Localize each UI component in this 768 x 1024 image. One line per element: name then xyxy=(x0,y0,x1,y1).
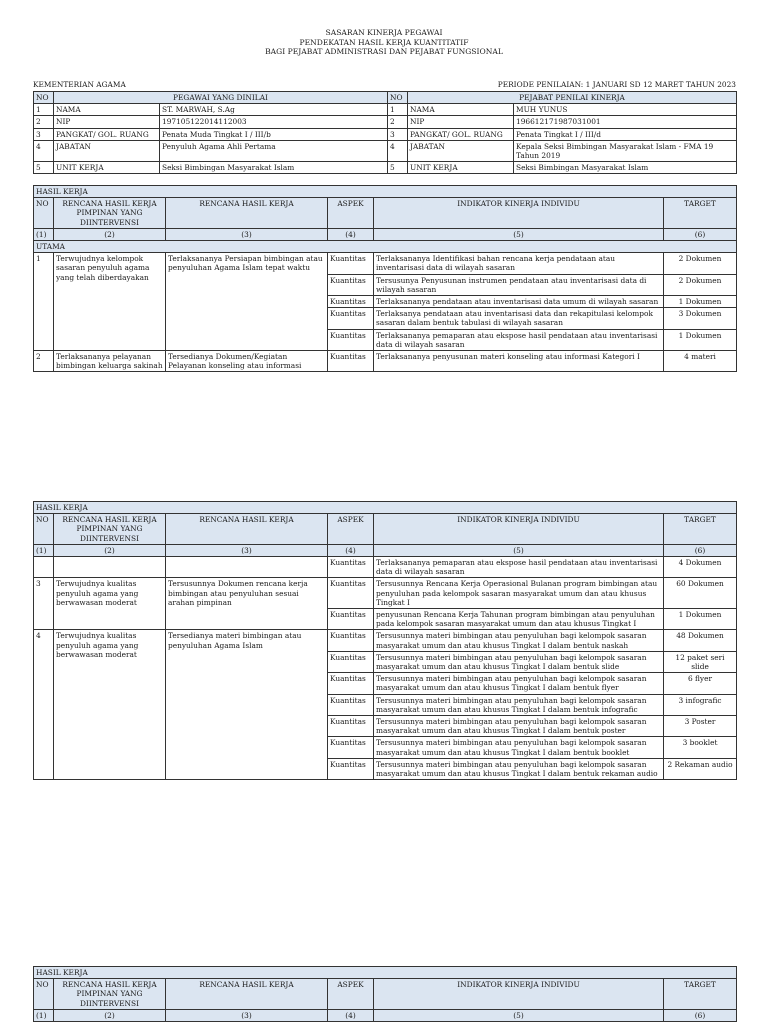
identity-row xyxy=(34,116,737,128)
indicator-cell: Terlaksanya pendataan atau inventarisasi data dan rekapitulasi kelompok sasaran dalam bentuk tabulasi di wilayah sasaran xyxy=(374,308,664,329)
identity-field-label: UNIT KERJA xyxy=(54,162,160,174)
work-plan-cell: Terlaksananya Persiapan bimbingan atau penyuluhan Agama Islam tepat waktu xyxy=(166,253,328,351)
indicator-cell: Tersusunnya materi bimbingan atau penyuluhan bagi kelompok sasaran masyarakat umum dan atau khusus Tingkat I dalam bentuk poster xyxy=(374,716,664,737)
target-cell: 2 Rekaman audio xyxy=(664,758,737,779)
target-cell: 3 Dokumen xyxy=(664,308,737,329)
work-plan-cell xyxy=(166,557,328,578)
column-header-aspect: ASPEK xyxy=(328,514,374,545)
aspect-cell: Kuantitas xyxy=(328,308,374,329)
evaluated-employee-value: Penata Muda Tingkat I / III/b xyxy=(160,128,388,140)
evaluated-employee-value: Penyuluh Agama Ahli Pertama xyxy=(160,140,388,161)
column-number: (2) xyxy=(54,1009,166,1021)
identity-row-number: 1 xyxy=(388,104,408,116)
target-cell: 60 Dokumen xyxy=(664,578,737,609)
evaluated-employee-value: ST. MARWAH, S.Ag xyxy=(160,104,388,116)
identity-no-header-2: NO xyxy=(388,92,408,104)
indicator-cell: Tersusunnya materi bimbingan atau penyuluhan bagi kelompok sasaran masyarakat umum dan atau khusus Tingkat I dalam bentuk infografic xyxy=(374,694,664,715)
target-cell: 3 infografic xyxy=(664,694,737,715)
column-header-target: TARGET xyxy=(664,514,737,545)
column-number: (6) xyxy=(664,1009,737,1021)
aspect-cell: Kuantitas xyxy=(328,274,374,295)
section-header-row xyxy=(34,186,737,198)
target-cell: 2 Dokumen xyxy=(664,274,737,295)
column-header-indicator: INDIKATOR KINERJA INDIVIDU xyxy=(374,514,664,545)
title-line-3: BAGI PEJABAT ADMINISTRASI DAN PEJABAT FUNGSIONAL xyxy=(265,47,503,57)
column-number-row xyxy=(34,544,737,556)
column-number-row xyxy=(34,1009,737,1021)
leader-plan-cell xyxy=(54,557,166,578)
column-number: (2) xyxy=(54,228,166,240)
title-line-1: SASARAN KINERJA PEGAWAI xyxy=(325,28,443,37)
identity-row xyxy=(34,162,737,174)
identity-row-number: 2 xyxy=(34,116,54,128)
column-header-work-plan: RENCANA HASIL KERJA xyxy=(166,514,328,545)
column-header-indicator: INDIKATOR KINERJA INDIVIDU xyxy=(374,979,664,1010)
target-cell: 6 flyer xyxy=(664,673,737,694)
column-header-target: TARGET xyxy=(664,979,737,1010)
column-header-leader-plan: RENCANA HASIL KERJA PIMPINAN YANG DIINTERVENSI xyxy=(54,198,166,229)
indicator-cell: Tersusunnya materi bimbingan atau penyuluhan bagi kelompok sasaran masyarakat umum dan atau khusus Tingkat I dalam bentuk slide xyxy=(374,651,664,672)
target-cell: 2 Dokumen xyxy=(664,253,737,274)
work-plan-cell: Tersusunnya Dokumen rencana kerja bimbingan atau penyuluhan sesuai arahan pimpinan xyxy=(166,578,328,630)
identity-row xyxy=(34,104,737,116)
column-number: (3) xyxy=(166,544,328,556)
document-title xyxy=(0,28,768,57)
aspect-cell: Kuantitas xyxy=(328,557,374,578)
aspect-cell: Kuantitas xyxy=(328,329,374,350)
evaluated-employee-header: PEGAWAI YANG DINILAI xyxy=(54,92,388,104)
results-table-page-2 xyxy=(33,501,737,780)
row-number xyxy=(34,557,54,578)
indicator-cell: Terlaksananya pemaparan atau ekspose hasil pendataan atau inventarisasi data di wilayah sasaran xyxy=(374,329,664,350)
aspect-cell: Kuantitas xyxy=(328,609,374,630)
target-cell: 12 paket seri slide xyxy=(664,651,737,672)
section-title: HASIL KERJA xyxy=(34,186,737,198)
identity-rows xyxy=(34,104,737,174)
identity-row-number: 2 xyxy=(388,116,408,128)
target-cell: 3 booklet xyxy=(664,737,737,758)
identity-row-number: 5 xyxy=(388,162,408,174)
category-label: UTAMA xyxy=(34,241,737,253)
column-number: (4) xyxy=(328,1009,374,1021)
leader-plan-cell: Terwujudnya kualitas penyuluh agama yang berwawasan moderat xyxy=(54,578,166,630)
aspect-cell: Kuantitas xyxy=(328,673,374,694)
evaluator-value: Kepala Seksi Bimbingan Masyarakat Islam - FMA 19 Tahun 2019 xyxy=(514,140,737,161)
indicator-cell: Tersusunnya materi bimbingan atau penyuluhan bagi kelompok sasaran masyarakat umum dan atau khusus Tingkat I dalam bentuk naskah xyxy=(374,630,664,651)
identity-row-number: 3 xyxy=(34,128,54,140)
identity-field-label: JABATAN xyxy=(408,140,514,161)
column-header-target: TARGET xyxy=(664,198,737,229)
target-cell: 4 materi xyxy=(664,351,737,372)
identity-table xyxy=(33,91,737,174)
section-title: HASIL KERJA xyxy=(34,502,737,514)
aspect-cell: Kuantitas xyxy=(328,737,374,758)
indicator-cell: Terlaksananya pemaparan atau ekspose hasil pendataan atau inventarisasi data di wilayah sasaran xyxy=(374,557,664,578)
identity-field-label: UNIT KERJA xyxy=(408,162,514,174)
target-cell: 1 Dokumen xyxy=(664,329,737,350)
indicator-cell: Terlaksananya pendataan atau inventarisasi data umum di wilayah sasaran xyxy=(374,296,664,308)
table-row xyxy=(34,253,737,274)
column-number: (1) xyxy=(34,544,54,556)
evaluator-value: Seksi Bimbingan Masyarakat Islam xyxy=(514,162,737,174)
indicator-cell: penyusunan Rencana Kerja Tahunan program bimbingan atau penyuluhan pada kelompok sasaran masyarakat umum dan atau khusus Tingkat I xyxy=(374,609,664,630)
identity-field-label: PANGKAT/ GOL. RUANG xyxy=(54,128,160,140)
target-cell: 1 Dokumen xyxy=(664,609,737,630)
column-header-work-plan: RENCANA HASIL KERJA xyxy=(166,198,328,229)
leader-plan-cell: Terwujudnya kualitas penyuluh agama yang berwawasan moderat xyxy=(54,630,166,780)
column-header-work-plan: RENCANA HASIL KERJA xyxy=(166,979,328,1010)
aspect-cell: Kuantitas xyxy=(328,758,374,779)
target-cell: 48 Dokumen xyxy=(664,630,737,651)
column-number: (4) xyxy=(328,228,374,240)
evaluator-value: 196612171987031001 xyxy=(514,116,737,128)
identity-field-label: PANGKAT/ GOL. RUANG xyxy=(408,128,514,140)
period-label: PERIODE PENILAIAN: 1 JANUARI SD 12 MARET TAHUN 2023 xyxy=(497,80,736,89)
identity-row xyxy=(34,128,737,140)
identity-field-label: NIP xyxy=(54,116,160,128)
identity-row-number: 5 xyxy=(34,162,54,174)
aspect-cell: Kuantitas xyxy=(328,296,374,308)
column-number: (5) xyxy=(374,228,664,240)
column-number: (6) xyxy=(664,544,737,556)
column-header-no: NO xyxy=(34,198,54,229)
category-row xyxy=(34,241,737,253)
indicator-cell: Tersusunnya materi bimbingan atau penyuluhan bagi kelompok sasaran masyarakat umum dan atau khusus Tingkat I dalam bentuk booklet xyxy=(374,737,664,758)
column-number: (2) xyxy=(54,544,166,556)
aspect-cell: Kuantitas xyxy=(328,716,374,737)
evaluator-value: Penata Tingkat I / III/d xyxy=(514,128,737,140)
indicator-cell: Tersusunnya materi bimbingan atau penyuluhan bagi kelompok sasaran masyarakat umum dan atau khusus Tingkat I dalam bentuk rekaman audio xyxy=(374,758,664,779)
column-header-leader-plan: RENCANA HASIL KERJA PIMPINAN YANG DIINTERVENSI xyxy=(54,514,166,545)
column-header-no: NO xyxy=(34,979,54,1010)
row-number: 2 xyxy=(34,351,54,372)
column-header-row xyxy=(34,979,737,1010)
aspect-cell: Kuantitas xyxy=(328,651,374,672)
column-header-no: NO xyxy=(34,514,54,545)
column-header-leader-plan: RENCANA HASIL KERJA PIMPINAN YANG DIINTERVENSI xyxy=(54,979,166,1010)
leader-plan-cell: Terwujudnya kelompok sasaran penyuluh agama yang telah diberdayakan xyxy=(54,253,166,351)
organization-label: KEMENTERIAN AGAMA xyxy=(33,80,126,89)
identity-field-label: JABATAN xyxy=(54,140,160,161)
identity-no-header: NO xyxy=(34,92,54,104)
target-cell: 3 Poster xyxy=(664,716,737,737)
column-header-aspect: ASPEK xyxy=(328,979,374,1010)
column-number: (4) xyxy=(328,544,374,556)
column-number: (1) xyxy=(34,228,54,240)
table-row xyxy=(34,578,737,609)
row-number: 1 xyxy=(34,253,54,351)
table-row xyxy=(34,630,737,651)
results-table-page-1 xyxy=(33,185,737,372)
table-row xyxy=(34,557,737,578)
table-row xyxy=(34,351,737,372)
section-header-row xyxy=(34,502,737,514)
work-plan-cell: Tersedianya materi bimbingan atau penyuluhan Agama Islam xyxy=(166,630,328,780)
column-number: (6) xyxy=(664,228,737,240)
identity-row xyxy=(34,140,737,161)
target-cell: 1 Dokumen xyxy=(664,296,737,308)
column-number-row xyxy=(34,228,737,240)
column-number: (5) xyxy=(374,544,664,556)
identity-field-label: NIP xyxy=(408,116,514,128)
column-number: (3) xyxy=(166,1009,328,1021)
column-header-indicator: INDIKATOR KINERJA INDIVIDU xyxy=(374,198,664,229)
section-title: HASIL KERJA xyxy=(34,967,737,979)
evaluated-employee-value: 197105122014112003 xyxy=(160,116,388,128)
aspect-cell: Kuantitas xyxy=(328,253,374,274)
target-cell: 4 Dokumen xyxy=(664,557,737,578)
indicator-cell: Tersusunnya Rencana Kerja Operasional Bulanan program bimbingan atau penyuluhan pada kelompok sasaran masyarakat umum dan atau khusus Tingkat I xyxy=(374,578,664,609)
evaluated-employee-value: Seksi Bimbingan Masyarakat Islam xyxy=(160,162,388,174)
identity-field-label: NAMA xyxy=(54,104,160,116)
column-number: (1) xyxy=(34,1009,54,1021)
identity-row-number: 3 xyxy=(388,128,408,140)
identity-row-number: 4 xyxy=(34,140,54,161)
row-number: 3 xyxy=(34,578,54,630)
identity-row-number: 4 xyxy=(388,140,408,161)
leader-plan-cell: Terlaksananya pelayanan bimbingan keluarga sakinah xyxy=(54,351,166,372)
work-plan-cell: Tersedianya Dokumen/Kegiatan Pelayanan konseling atau informasi xyxy=(166,351,328,372)
aspect-cell: Kuantitas xyxy=(328,630,374,651)
aspect-cell: Kuantitas xyxy=(328,351,374,372)
results-table-page-3 xyxy=(33,966,737,1022)
column-header-aspect: ASPEK xyxy=(328,198,374,229)
aspect-cell: Kuantitas xyxy=(328,694,374,715)
evaluator-value: MUH YUNUS xyxy=(514,104,737,116)
column-number: (3) xyxy=(166,228,328,240)
section-header-row xyxy=(34,967,737,979)
identity-field-label: NAMA xyxy=(408,104,514,116)
indicator-cell: Terlaksananya penyusunan materi konseling atau informasi Kategori I xyxy=(374,351,664,372)
aspect-cell: Kuantitas xyxy=(328,578,374,609)
title-line-2: PENDEKATAN HASIL KERJA KUANTITATIF xyxy=(299,37,469,47)
identity-row-number: 1 xyxy=(34,104,54,116)
column-header-row xyxy=(34,198,737,229)
column-header-row xyxy=(34,514,737,545)
row-number: 4 xyxy=(34,630,54,780)
column-number: (5) xyxy=(374,1009,664,1021)
indicator-cell: Terlaksananya Identifikasi bahan rencana kerja pendataan atau inventarisasi data di wilayah sasaran xyxy=(374,253,664,274)
indicator-cell: Tersusunnya materi bimbingan atau penyuluhan bagi kelompok sasaran masyarakat umum dan atau khusus Tingkat I dalam bentuk flyer xyxy=(374,673,664,694)
indicator-cell: Tersusunya Penyusunan instrumen pendataan atau inventarisasi data di wilayah sasaran xyxy=(374,274,664,295)
evaluator-header: PEJABAT PENILAI KINERJA xyxy=(408,92,737,104)
